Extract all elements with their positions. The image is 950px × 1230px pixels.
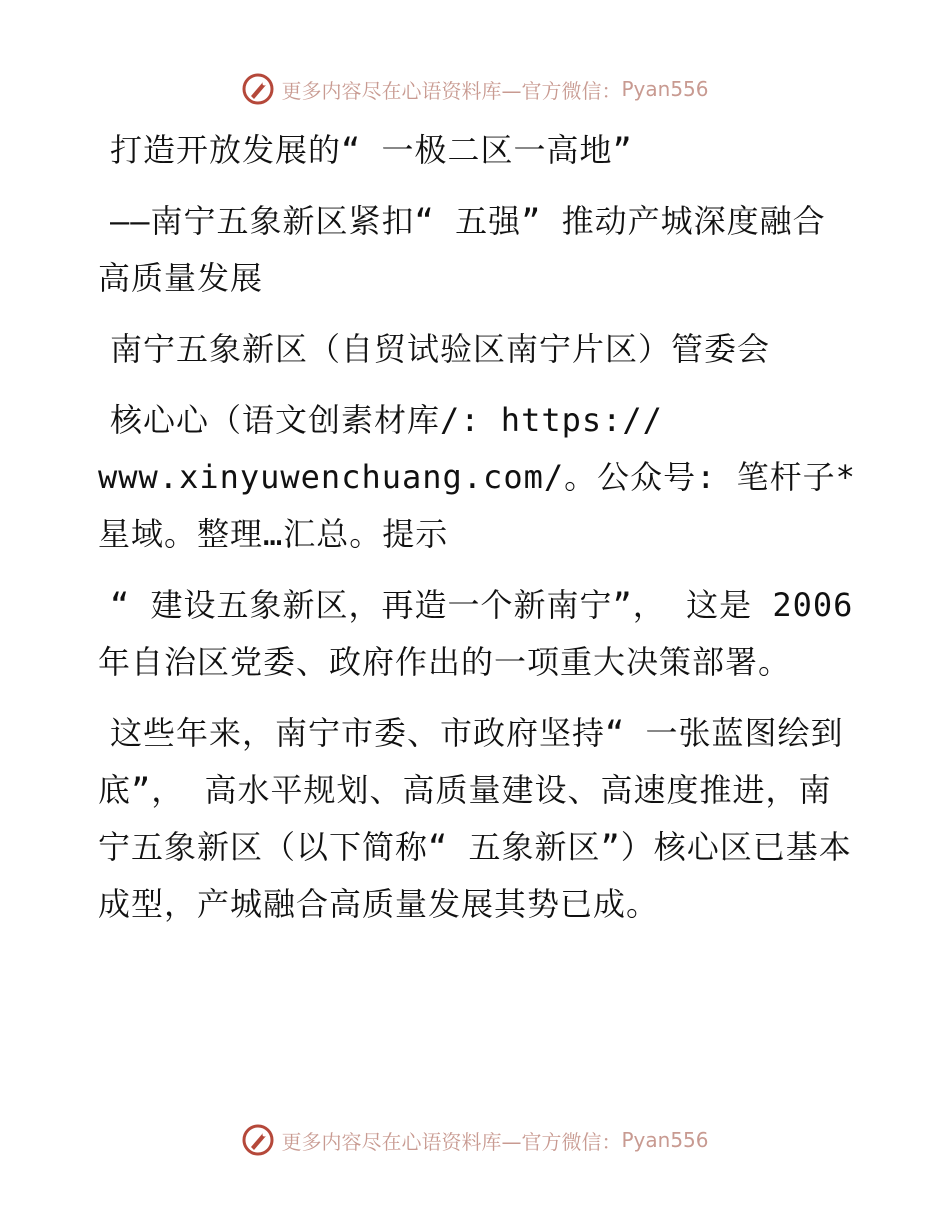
- banner-text: 更多内容尽在心语资料库—官方微信：: [281, 78, 622, 103]
- header-watermark-banner: [0, 72, 950, 106]
- document-body: [98, 122, 858, 947]
- document-subtitle: ——南宁五象新区紧扣“ 五强” 推动产城深度融合高质量发展: [98, 202, 826, 297]
- pen-nib-circle-icon: [241, 1123, 275, 1157]
- banner-wechat-handle: Pyan556: [621, 77, 709, 101]
- document-author: 南宁五象新区（自贸试验区南宁片区）管委会: [110, 330, 771, 368]
- footer-watermark-banner: [0, 1123, 950, 1157]
- document-title: 打造开放发展的“ 一极二区一高地”: [110, 131, 633, 169]
- banner-wechat-handle: Pyan556: [621, 1128, 709, 1152]
- banner-text: 更多内容尽在心语资料库—官方微信：: [281, 1129, 622, 1154]
- document-source-note: 核心心（语文创素材库/: https:// www.xinyuwenchuang.com/。公众号: 笔杆子*星域。整理…汇总。提示: [98, 401, 856, 553]
- paragraph-2: 这些年来，南宁市委、市政府坚持“ 一张蓝图绘到底”， 高水平规划、高质量建设、高速度推进，南宁五象新区（以下简称“ 五象新区”）核心区已基本成型，产城融合高质量发展其势已成。: [98, 714, 852, 923]
- pen-nib-circle-icon: [241, 72, 275, 106]
- paragraph-1: “ 建设五象新区，再造一个新南宁”， 这是 2006 年自治区党委、政府作出的一项重大决策部署。: [98, 586, 854, 681]
